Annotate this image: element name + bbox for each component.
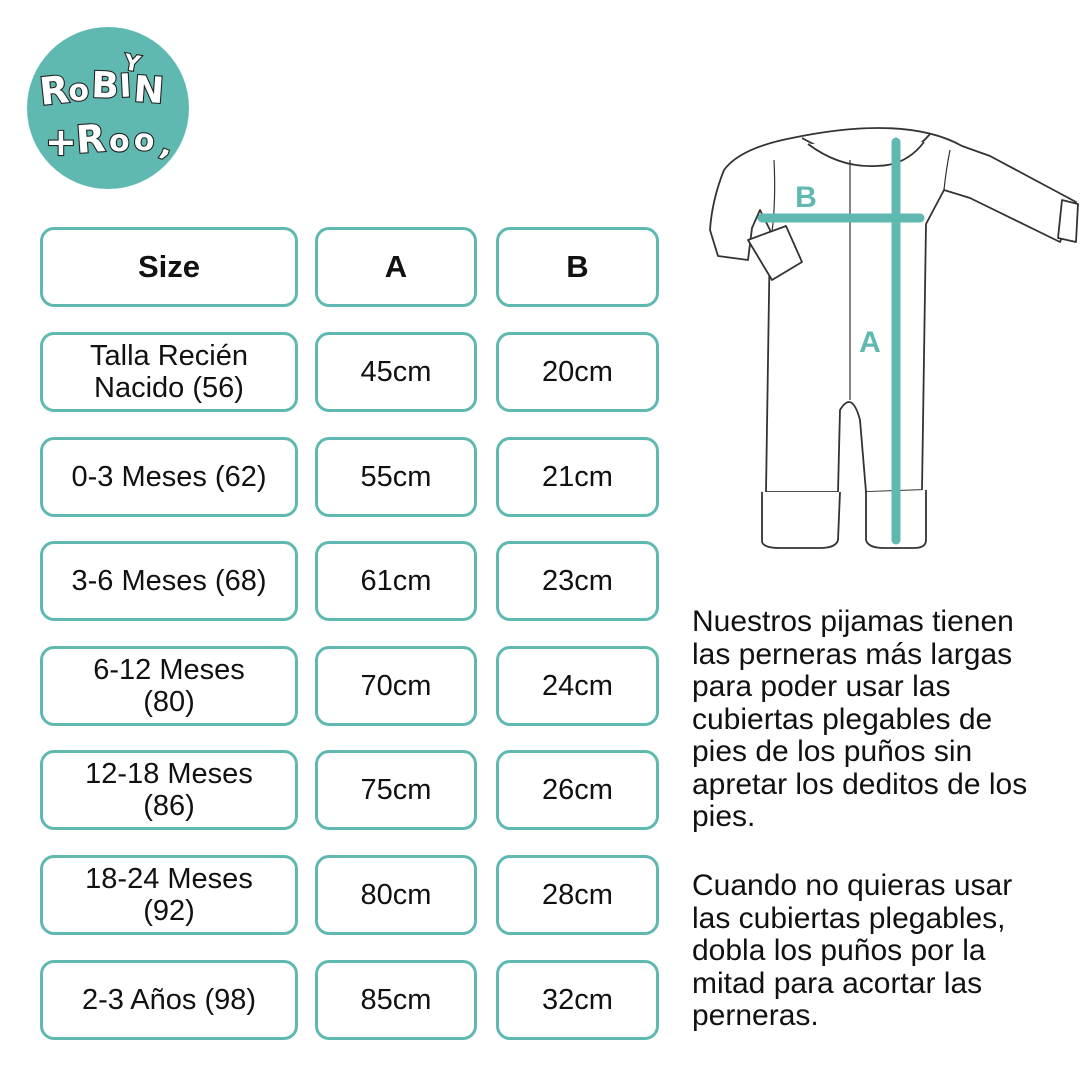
paragraph-fold-cuffs: Cuando no quieras usar las cubiertas plegables, dobla los puños por la mitad para acortar las perneras. [692, 869, 1013, 1032]
paragraph-leg-length: Nuestros pijamas tienen las perneras más largas para poder usar las cubiertas plegables de pies de los puños sin apretar los deditos de los pies. [692, 605, 1028, 833]
size-cell: Talla Recién Nacido (56) [40, 332, 298, 412]
svg-text:B: B [90, 65, 120, 107]
svg-text:Y: Y [121, 50, 142, 78]
measure-b-cell: 20cm [496, 332, 659, 412]
svg-text:o: o [109, 124, 130, 159]
measure-a-cell: 61cm [315, 541, 477, 621]
svg-text:R: R [74, 116, 107, 162]
measure-a-cell: 85cm [315, 960, 477, 1040]
measure-a-cell: 45cm [315, 332, 477, 412]
measure-b-cell: 26cm [496, 750, 659, 830]
size-cell: 6-12 Meses (80) [40, 646, 298, 726]
header-b: B [496, 227, 659, 307]
measure-a-cell: 55cm [315, 437, 477, 517]
measure-b-cell: 21cm [496, 437, 659, 517]
size-cell: 3-6 Meses (68) [40, 541, 298, 621]
size-cell: 0-3 Meses (62) [40, 437, 298, 517]
measure-b-cell: 32cm [496, 960, 659, 1040]
header-a: A [315, 227, 477, 307]
size-cell: 12-18 Meses (86) [40, 750, 298, 830]
sleepsuit-diagram [700, 120, 1080, 560]
measure-b-cell: 24cm [496, 646, 659, 726]
measure-b-label: B [795, 181, 817, 214]
measure-b-cell: 23cm [496, 541, 659, 621]
svg-text:o: o [67, 72, 91, 109]
header-size: Size [40, 227, 298, 307]
measure-b-cell: 28cm [496, 855, 659, 935]
brand-logo [27, 27, 189, 189]
size-cell: 2-3 Años (98) [40, 960, 298, 1040]
measure-a-cell: 70cm [315, 646, 477, 726]
measure-a-cell: 75cm [315, 750, 477, 830]
svg-text:+: + [45, 120, 77, 164]
svg-text:I: I [118, 66, 133, 105]
brand-logo-lettering [27, 27, 189, 189]
svg-text:N: N [132, 69, 166, 113]
svg-text:,: , [156, 127, 179, 165]
svg-text:R: R [37, 67, 72, 114]
measure-a-cell: 80cm [315, 855, 477, 935]
measure-a-label: A [859, 326, 881, 359]
svg-text:o: o [132, 122, 157, 160]
size-cell: 18-24 Meses (92) [40, 855, 298, 935]
